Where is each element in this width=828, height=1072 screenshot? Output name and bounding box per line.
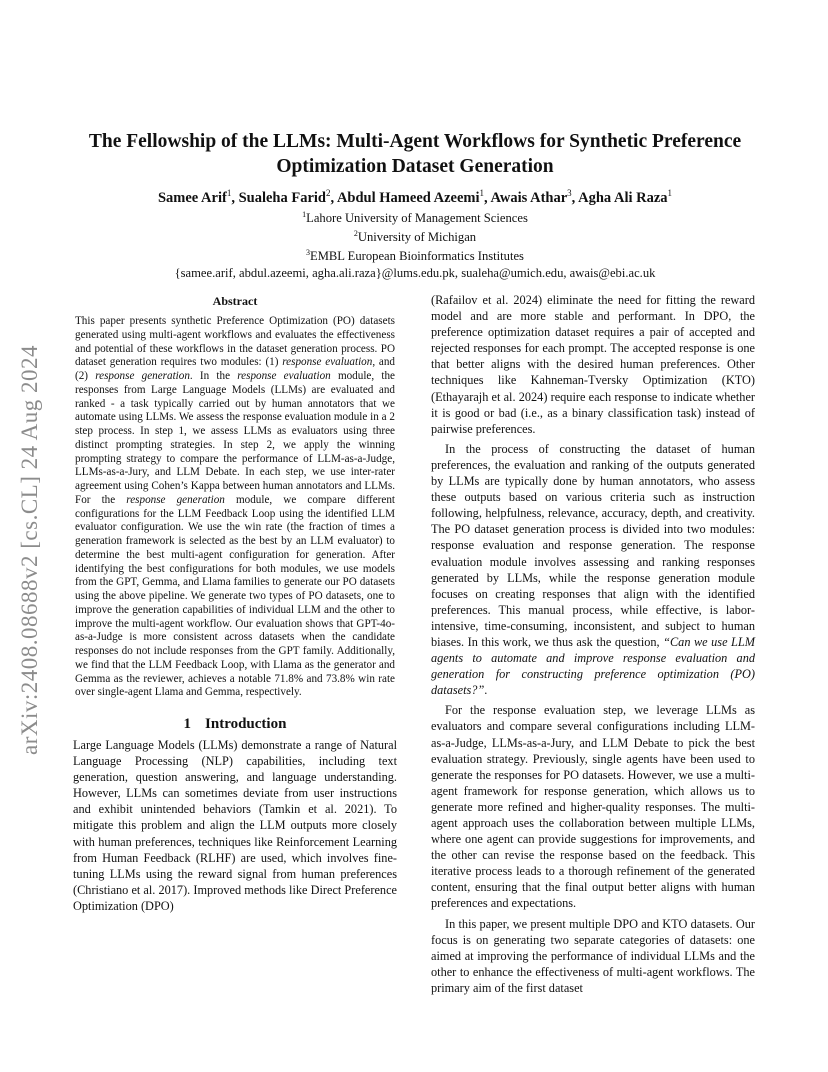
research-question: “Can we use LLM agents to automate and improve response evaluation and generation for constructing preference optimization (PO) datasets?” — [431, 634, 755, 698]
author-affiliation-mark: 3 — [567, 188, 572, 198]
author-affiliation-mark: 2 — [326, 188, 331, 198]
author-affiliation-mark: 1 — [226, 188, 232, 198]
affiliation-block — [70, 207, 760, 281]
author-emails: {samee.arif, abdul.azeemi, agha.ali.raza}@lums.edu.pk, sualeha@umich.edu, awais@ebi.ac.uk — [174, 265, 656, 280]
intro-paragraph: For the response evaluation step, we leverage LLMs as evaluators and compare several configurations including LLM-as-a-Judge, LLMs-as-a-Jury, and LLM Debate to pick the best evaluation strategy. Previously, single agents have been used to generate the responses for PO datasets. However, we use a multi-agent framework for response generation, which allows us to generate more refined and higher-quality responses. The multi-agent approach uses the collaboration between multiple LLMs, where one agent can provide suggestions for improvements, and the other can revise the response based on the feedback. This iterative process leads to a thorough refinement of the generated content, ensuring that the final output better aligns with human preferences and expectations. — [431, 703, 755, 911]
affiliation-line: $^2$University of Michigan — [353, 229, 477, 245]
section-heading-introduction — [73, 714, 397, 734]
left-column — [73, 293, 397, 914]
author-name: Awais Athar — [490, 189, 568, 206]
paper-title-line-2: Optimization Dataset Generation — [276, 156, 554, 177]
affiliation-line: $^1$Lahore University of Management Sciences — [302, 210, 528, 226]
author-list: Samee Arif$^1$, Sualeha Farid$^2$, Abdul Hameed Azeemi$^1$, Awais Athar$^3$, Agha Ali Raza$^1$ — [157, 188, 673, 206]
right-column — [431, 292, 755, 996]
author-name: Abdul Hameed Azeemi — [336, 189, 480, 206]
section-title: Introduction — [205, 716, 287, 732]
paper-title-line-1: The Fellowship of the LLMs: Multi-Agent Workflows for Synthetic Preference — [88, 131, 742, 152]
abstract-heading: Abstract — [212, 294, 258, 308]
abstract-body: This paper presents synthetic Preference Optimization (PO) datasets generated using multi-agent workflows and evaluates the effectiveness and potential of these workflows in the dataset generation process. PO dataset generation requires two modules: (1) response evaluation, and (2) response generation. In the response evaluation module, the responses from Large Language Models (LLMs) are evaluated and ranked - a task typically carried out by human annotators that we automate using LLMs. We assess the response evaluation module in a 2 step process. In step 1, we assess LLMs as evaluators using three distinct prompting strategies. In step 2, we apply the winning prompting strategy to compare the performance of LLM-as-a-Judge, LLMs-as-a-Jury, and LLM Debate. In each step, we use inter-rater agreement using Cohen’s Kappa between human annotators and LLMs. For the response generation module, we compare different configurations for the LLM Feedback Loop using the identified LLM evaluator configuration. We use the win rate (the fraction of times a generation framework is selected as the best by an LLM evaluator) to determine the best multi-agent configuration for generation. After identifying the best configurations for both modules, we use models from the GPT, Gemma, and Llama families to generate our PO datasets using the above pipeline. We generate two types of PO datasets, one to improve the generation capabilities of individual LLM and the other to improve the multi-agent workflow. Our evaluation shows that GPT-4o-as-a-Judge is more consistent across datasets when the candidate responses do not include responses from the GPT family. Additionally, we find that the LLM Feedback Loop, with Llama as the generator and Gemma as the reviewer, achieves a notable 71.8% and 73.8% win rate over single-agent Llama and Gemma, respectively. — [75, 315, 395, 699]
author-name: Agha Ali Raza — [578, 189, 668, 206]
author-name: Samee Arif — [157, 189, 227, 206]
intro-paragraph: Large Language Models (LLMs) demonstrate a range of Natural Language Processing (NLP) capabilities, including text generation, question answering, and language understanding. However, LLMs can sometimes deviate from user instructions and exhibit unintended behaviors (Tamkin et al. 2021). To mitigate this problem and align the LLM outputs more closely with human preferences, techniques like Reinforcement Learning from Human Feedback (RLHF) are used, which involves fine-tuning LLMs using the reward signal from human preferences (Christiano et al. 2017). Improved methods like Direct Preference Optimization (DPO) — [73, 738, 397, 913]
intro-paragraph: In the process of constructing the dataset of human preferences, the evaluation and ranking of the outputs generated by LLMs are typically done by human annotators, who assess these outputs based on various criteria such as instruction following, helpfulness, relevance, accuracy, depth, and creativity. The PO dataset generation process is divided into two modules: response evaluation and response generation. The response evaluation module involves assessing and ranking responses generated by LLMs, while the response generation module focuses on creating responses that align with the identified preferences. This manual process, while effective, is labor-intensive, time-consuming, inconsistent, and subject to human biases. In this work, we thus ask the question, “Can we use LLM agents to automate and improve response evaluation and generation for constructing preference optimization (PO) datasets?”. — [431, 441, 755, 698]
paper-title — [70, 129, 760, 179]
author-affiliation-mark: 1 — [667, 188, 673, 198]
author-affiliation-mark: 1 — [479, 188, 485, 198]
intro-paragraph-continued: (Rafailov et al. 2024) eliminate the need for fitting the reward model and are more stable and performant. In DPO, the preference optimization dataset requires a pair of accepted and rejected responses for each prompt. The accepted response is one that better aligns with the desired human preferences. Other techniques like Kahneman-Tversky Optimization (KTO) (Ethayarajh et al. 2024) require each response to indicate whether it is good or bad (i.e., as a binary classification task) instead of pairwise preferences. — [431, 293, 755, 436]
intro-paragraph: In this paper, we present multiple DPO and KTO datasets. Our focus is on generating two separate categories of datasets: one aimed at improving the performance of individual LLMs and the other to enhance the effectiveness of multi-agent workflows. The primary aim of the first dataset — [431, 916, 755, 995]
author-name: Sualeha Farid — [238, 189, 326, 206]
affiliation-line: $^3$EMBL European Bioinformatics Institutes — [306, 248, 524, 264]
section-number: 1 — [183, 716, 192, 732]
arxiv-identifier-stamp: arXiv:2408.08688v2 [cs.CL] 24 Aug 2024 — [17, 345, 42, 755]
